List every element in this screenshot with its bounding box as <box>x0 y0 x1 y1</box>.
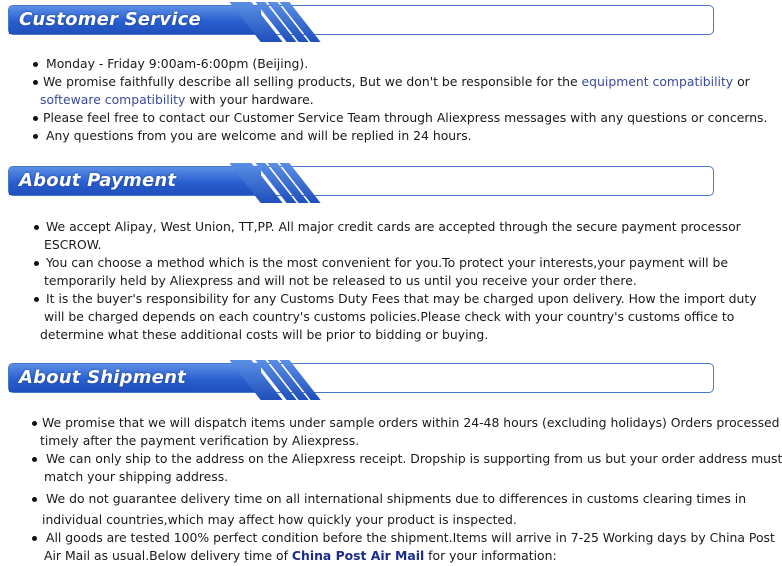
policy-text-line <box>46 56 308 71</box>
section-header-about-shipment <box>8 363 714 393</box>
bullet-icon <box>33 134 38 139</box>
highlighted-term: softeware compatibility <box>40 92 186 107</box>
policy-text-line <box>46 128 472 143</box>
text-segment: individual countries,which may affect how quickly your product is inspected. <box>42 512 517 527</box>
policy-text-line <box>46 451 782 466</box>
text-segment: with your hardware. <box>185 92 314 107</box>
policy-text-line <box>46 219 741 234</box>
policy-text-line <box>43 74 750 89</box>
text-segment: You can choose a method which is the most convenient for you.To protect your interests,your payment will be <box>46 255 729 270</box>
text-segment: will be charged depends on each country's customs policies.Please check with your country's customs office to <box>44 309 735 324</box>
text-segment: We promise that we will dispatch items under sample orders within 24-48 hours (excluding holidays) Orders processed <box>42 415 780 430</box>
bullet-icon <box>32 497 37 502</box>
highlighted-term: China Post Air Mail <box>291 548 425 563</box>
policy-text-line <box>44 548 557 563</box>
bullet-icon <box>32 421 37 426</box>
text-segment: We accept Alipay, West Union, TT,PP. All major credit cards are accepted through the secure payment processor <box>46 219 741 234</box>
bullet-icon <box>34 225 39 230</box>
text-segment: match your shipping address. <box>44 469 229 484</box>
policy-text-line <box>44 469 228 484</box>
text-segment: Air Mail as usual.Below delivery time of <box>44 548 292 563</box>
policy-text-line <box>44 237 101 252</box>
section-title: About Payment <box>19 170 177 191</box>
section-header-customer-service <box>8 5 714 35</box>
text-segment: determine what these additional costs will be prior to bidding or buying. <box>40 327 489 342</box>
text-segment: temporarily held by Aliexpress and will not be released to us until you receive your order there. <box>44 273 637 288</box>
text-segment: ESCROW. <box>44 237 102 252</box>
bullet-icon <box>33 62 38 67</box>
text-segment: Any questions from you are welcome and will be replied in 24 hours. <box>46 128 472 143</box>
bullet-icon <box>33 116 38 121</box>
section-title: Customer Service <box>19 9 201 30</box>
policy-text-line <box>44 273 637 288</box>
text-segment: Monday - Friday 9:00am-6:00pm (Beijing). <box>46 56 309 71</box>
policy-text-line <box>44 309 734 324</box>
policy-text-line <box>42 415 780 430</box>
text-segment: All goods are tested 100% perfect condition before the shipment.Items will arrive in 7-25 Working days by China Post <box>46 530 775 545</box>
policy-text-line <box>46 530 775 545</box>
bullet-icon <box>33 80 38 85</box>
policy-text-line <box>46 291 757 306</box>
policy-text-line <box>40 92 314 107</box>
policy-text-line <box>40 327 488 342</box>
policy-text-line <box>46 491 746 506</box>
policy-text-line <box>46 255 728 270</box>
text-segment: We can only ship to the address on the Aliepxress receipt. Dropship is supporting from us but your order address must <box>46 451 782 466</box>
policy-text-line <box>42 512 517 527</box>
text-segment: timely after the payment verification by Aliexpress. <box>40 433 360 448</box>
highlighted-term: equipment compatibility <box>581 74 734 89</box>
section-title: About Shipment <box>19 367 186 388</box>
policy-text-line <box>40 433 359 448</box>
text-segment: or <box>733 74 750 89</box>
text-segment: We do not guarantee delivery time on all international shipments due to differences in customs clearing times in <box>46 491 747 506</box>
text-segment: We promise faithfully describe all selling products, But we don't be responsible for the <box>43 74 582 89</box>
section-header-about-payment <box>8 166 714 196</box>
text-segment: for your information: <box>424 548 557 563</box>
text-segment: Please feel free to contact our Customer Service Team through Aliexpress messages with any questions or concerns. <box>43 110 768 125</box>
text-segment: It is the buyer's responsibility for any Customs Duty Fees that may be charged upon delivery. How the import duty <box>46 291 757 306</box>
bullet-icon <box>32 457 37 462</box>
bullet-icon <box>34 261 39 266</box>
bullet-icon <box>32 536 37 541</box>
bullet-icon <box>34 297 39 302</box>
policy-text-line <box>43 110 767 125</box>
